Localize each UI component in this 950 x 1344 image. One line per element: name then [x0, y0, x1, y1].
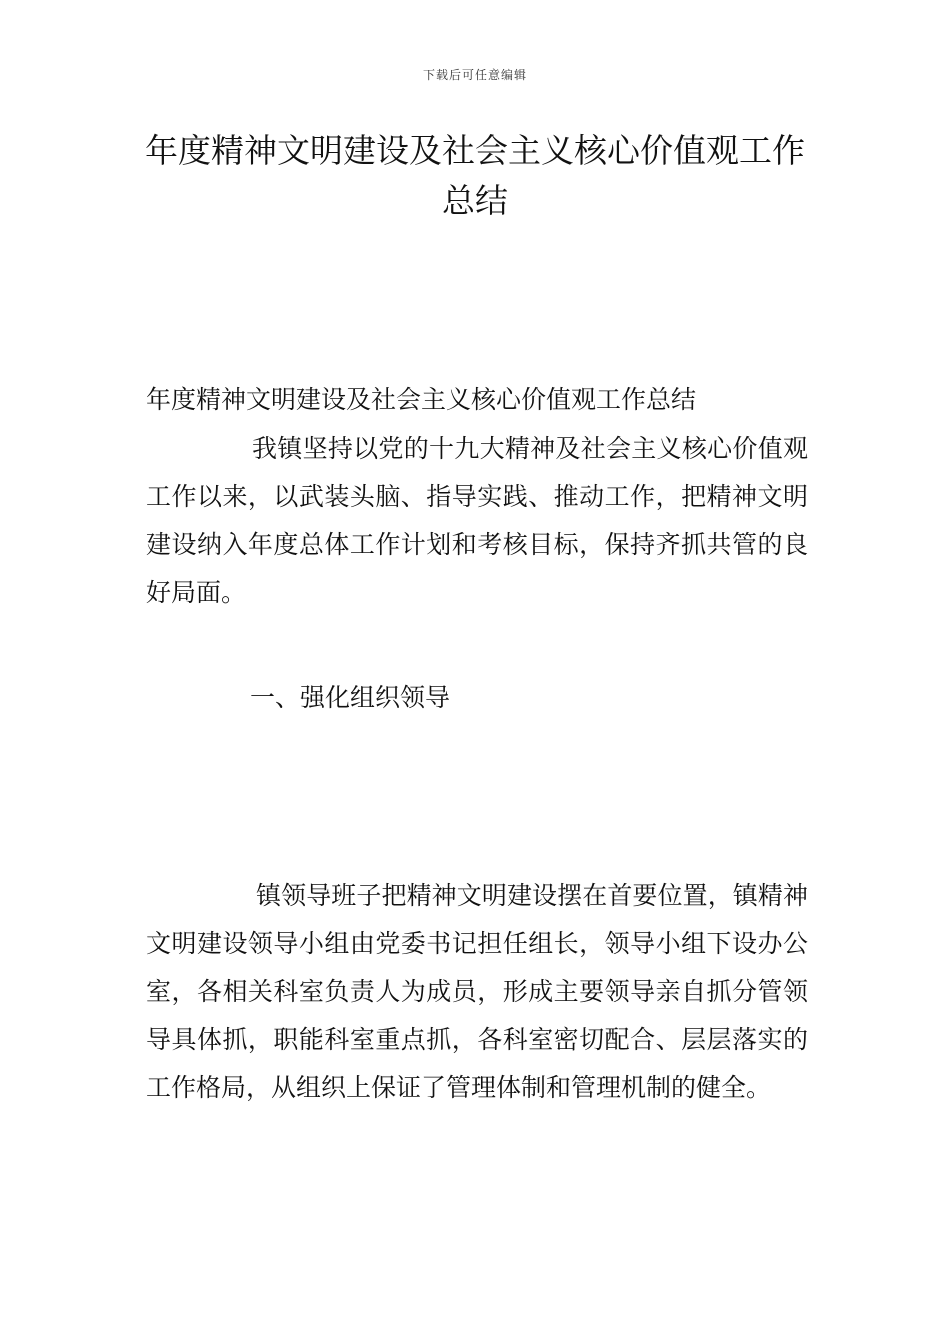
section-heading: 一、强化组织领导 [250, 683, 451, 712]
header-note: 下载后可任意编辑 [422, 68, 527, 82]
subtitle-line: 年度精神文明建设及社会主义核心价值观工作总结 [146, 385, 697, 414]
paragraph-intro: 我镇坚持以党的十九大精神及社会主义核心价值观工作以来，以武装头脑、指导实践、推动工作，把精神文明建设纳入年度总体工作计划和考核目标，保持齐抓共管的良好局面。 [146, 434, 808, 607]
document-title: 年度精神文明建设及社会主义核心价值观工作总结 [145, 131, 805, 220]
paragraph-organization: 镇领导班子把精神文明建设摆在首要位置，镇精神文明建设领导小组由党委书记担任组长，领导小组下设办公室，各相关科室负责人为成员，形成主要领导亲自抓分管领导具体抓，职能科室重点抓，各科室密切配合、层层落实的工作格局，从组织上保证了管理体制和管理机制的健全。 [146, 881, 808, 1102]
